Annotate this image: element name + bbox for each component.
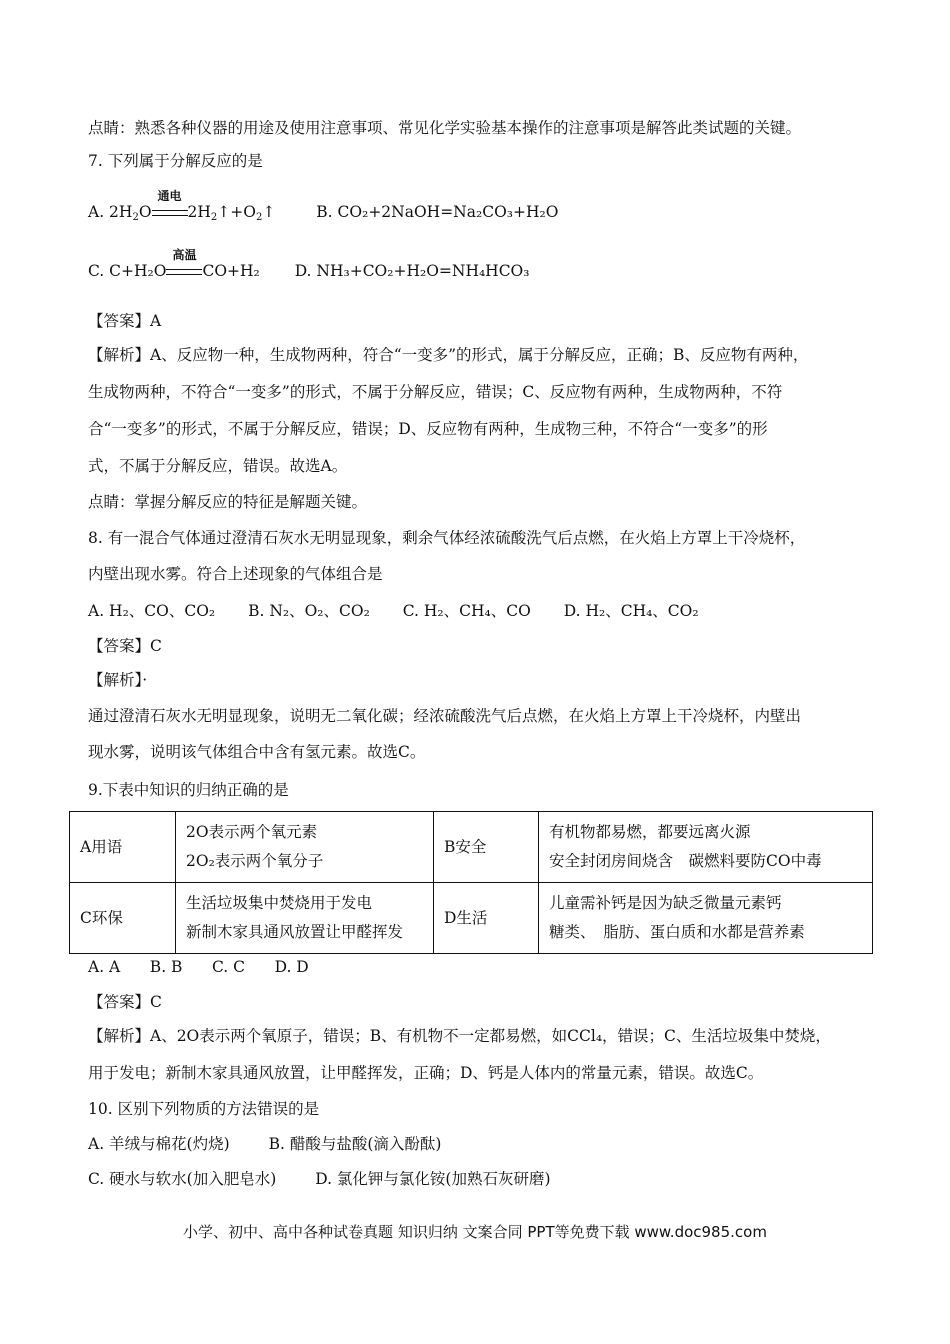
q8-option-a: A. H₂、CO、CO₂ bbox=[88, 602, 216, 620]
knowledge-table bbox=[69, 811, 873, 954]
table-cell-c-content: 生活垃圾集中焚烧用于发电 新制木家具通风放置让甲醛挥发 bbox=[176, 883, 434, 954]
tip-line: 点睛：熟悉各种仪器的用途及使用注意事项、常见化学实验基本操作的注意事项是解答此类试题的关键。 bbox=[88, 119, 802, 137]
q9-options: A. A B. B C. C D. D bbox=[88, 958, 309, 976]
table-cell-b-label: B安全 bbox=[434, 812, 539, 883]
table-cell-b-content: 有机物都易燃，都要远离火源 安全封闭房间烧含 碳燃料要防CO中毒 bbox=[539, 812, 873, 883]
q10-option-b: B. 醋酸与盐酸(滴入酚酞) bbox=[268, 1135, 442, 1153]
table-cell-a-content: 2O表示两个氧元素 2O₂表示两个氧分子 bbox=[176, 812, 434, 883]
q10-options-ab bbox=[88, 1133, 441, 1155]
q8-option-d: D. H₂、CH₄、CO₂ bbox=[563, 602, 699, 620]
table-cell-d-label: D生活 bbox=[434, 883, 539, 954]
question-7: 7. 下列属于分解反应的是 bbox=[88, 152, 263, 170]
page-footer: 小学、初中、高中各种试卷真题 知识归纳 文案合同 PPT等免费下载 www.doc985.com bbox=[183, 1223, 767, 1241]
question-8-line1: 8. 有一混合气体通过澄清石灰水无明显现象，剩余气体经浓硫酸洗气后点燃，在火焰上方罩上干冷烧杯， bbox=[88, 529, 806, 547]
table-row bbox=[70, 812, 873, 883]
analysis-8-head: 【解析】· bbox=[88, 671, 148, 689]
analysis-7-line2: 生成物两种，不符合“一变多”的形式，不属于分解反应，错误；C、反应物有两种，生成物两种，不符 bbox=[88, 383, 783, 401]
answer-8: 【答案】C bbox=[88, 637, 162, 655]
q8-options bbox=[88, 600, 699, 622]
q7-option-c: C. C+H₂O 高温 CO+H₂ bbox=[88, 248, 260, 280]
analysis-9-line1: 【解析】A、2O表示两个氧原子，错误；B、有机物不一定都易燃，如CCl₄，错误；C、生活垃圾集中焚烧， bbox=[88, 1027, 831, 1045]
q7-option-a: A. 2H2O 通电 2H2↑+O2↑ bbox=[88, 189, 276, 223]
tip-7: 点睛：掌握分解反应的特征是解题关键。 bbox=[88, 493, 368, 511]
q8-option-c: C. H₂、CH₄、CO bbox=[402, 602, 531, 620]
answer-7: 【答案】A bbox=[88, 312, 162, 330]
analysis-8-line2: 现水雾，说明该气体组合中含有氢元素。故选C。 bbox=[88, 743, 426, 761]
answer-9: 【答案】C bbox=[88, 993, 162, 1011]
table-row bbox=[70, 883, 873, 954]
analysis-7-line4: 式，不属于分解反应，错误。故选A。 bbox=[88, 457, 348, 475]
table-cell-c-label: C环保 bbox=[70, 883, 176, 954]
q8-option-b: B. N₂、O₂、CO₂ bbox=[248, 602, 370, 620]
table-cell-d-content: 儿童需补钙是因为缺乏微量元素钙 糖类、 脂肪、蛋白质和水都是营养素 bbox=[539, 883, 873, 954]
table-cell-a-label: A用语 bbox=[70, 812, 176, 883]
q7-options-ab bbox=[88, 189, 559, 226]
analysis-9-line2: 用于发电；新制木家具通风放置，让甲醛挥发，正确；D、钙是人体内的常量元素，错误。故选C。 bbox=[88, 1064, 764, 1082]
q10-option-d: D. 氯化钾与氯化铵(加熟石灰研磨) bbox=[315, 1170, 551, 1188]
q7-option-b: B. CO₂+2NaOH=Na₂CO₃+H₂O bbox=[316, 203, 559, 221]
high-temp-arrow: 高温 bbox=[166, 260, 202, 282]
electrolysis-arrow: 通电 bbox=[152, 201, 188, 223]
q10-option-a: A. 羊绒与棉花(灼烧) bbox=[88, 1135, 230, 1153]
analysis-7-line3: 合“一变多”的形式，不属于分解反应，错误；D、反应物有两种，生成物三种，不符合“一变多”的形 bbox=[88, 420, 768, 438]
q7-options-cd bbox=[88, 248, 530, 282]
question-10: 10. 区别下列物质的方法错误的是 bbox=[88, 1100, 320, 1118]
q10-option-c: C. 硬水与软水(加入肥皂水) bbox=[88, 1170, 277, 1188]
question-9: 9.下表中知识的归纳正确的是 bbox=[88, 781, 289, 799]
q10-options-cd bbox=[88, 1168, 551, 1190]
analysis-8-line1: 通过澄清石灰水无明显现象，说明无二氧化碳；经浓硫酸洗气后点燃，在火焰上方罩上干冷烧杯，内壁出 bbox=[88, 707, 802, 725]
analysis-7-line1: 【解析】A、反应物一种，生成物两种，符合“一变多”的形式，属于分解反应，正确；B、反应物有两种， bbox=[88, 346, 809, 364]
q7-option-d: D. NH₃+CO₂+H₂O=NH₄HCO₃ bbox=[294, 262, 530, 280]
question-8-line2: 内壁出现水雾。符合上述现象的气体组合是 bbox=[88, 565, 383, 583]
